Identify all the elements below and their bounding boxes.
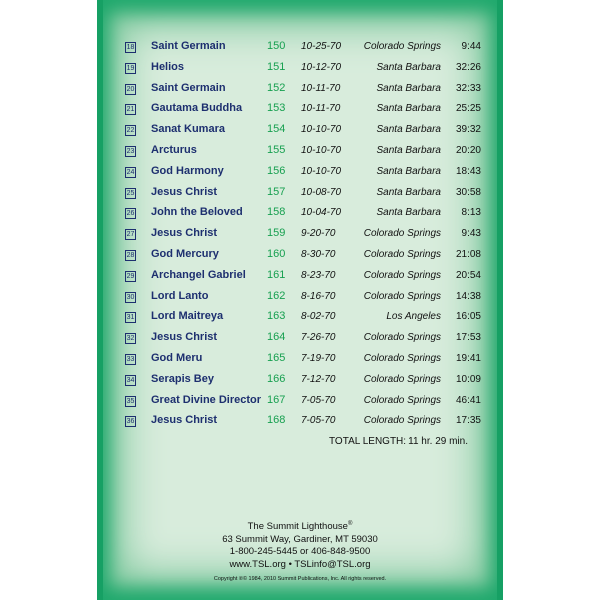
track-row: [125, 246, 481, 267]
track-title: Jesus Christ: [151, 414, 218, 427]
track-date: 7-05-70: [301, 415, 336, 427]
track-location: Colorado Springs: [363, 352, 441, 364]
track-row: [125, 308, 481, 329]
track-date: 10-11-70: [301, 82, 341, 94]
track-date: 7-19-70: [301, 352, 336, 364]
track-title: God Harmony: [151, 164, 224, 177]
track-date: 8-23-70: [301, 269, 336, 281]
track-row: [125, 142, 481, 163]
track-row: [125, 350, 481, 371]
track-number: 29: [126, 272, 135, 280]
track-title: God Meru: [151, 351, 203, 364]
track-date: 7-26-70: [301, 332, 336, 344]
track-number: 26: [126, 210, 135, 218]
track-duration: 25:25: [455, 103, 481, 115]
track-date: 10-04-70: [301, 207, 342, 219]
track-code: 156: [267, 164, 286, 177]
track-number: 31: [126, 314, 135, 322]
track-location: Santa Barbara: [376, 61, 441, 73]
publisher-info: [97, 518, 503, 583]
track-number: 30: [126, 293, 135, 301]
track-location: Colorado Springs: [363, 228, 441, 240]
track-row: [125, 412, 481, 433]
track-location: Santa Barbara: [376, 186, 441, 198]
track-code: 163: [267, 310, 286, 323]
track-title: Jesus Christ: [151, 185, 218, 198]
track-number: 19: [126, 64, 135, 72]
track-date: 10-10-70: [301, 165, 342, 177]
track-code: 160: [267, 247, 286, 260]
track-date: 7-05-70: [301, 394, 336, 406]
total-length-label: TOTAL LENGTH:: [329, 436, 407, 447]
track-code: 168: [267, 414, 286, 427]
track-row: [125, 204, 481, 225]
track-duration: 9:43: [461, 228, 481, 240]
track-number: 25: [126, 189, 135, 197]
track-title: Jesus Christ: [151, 331, 218, 344]
track-number: 20: [126, 85, 135, 93]
track-date: 10-11-70: [301, 103, 341, 115]
track-row: [125, 329, 481, 350]
track-row: [125, 100, 481, 121]
track-number: 27: [126, 231, 135, 239]
track-duration: 20:20: [455, 144, 481, 156]
track-number: 34: [126, 376, 135, 384]
track-row: [125, 59, 481, 80]
track-number: 18: [126, 44, 135, 51]
track-title: Saint Germain: [151, 40, 226, 52]
track-row: [125, 121, 481, 142]
track-code: 154: [267, 123, 286, 136]
publisher-address: 63 Summit Way, Gardiner, MT 59030: [222, 533, 378, 545]
track-duration: 30:58: [455, 186, 481, 198]
track-row: [125, 371, 481, 392]
track-code: 162: [267, 289, 286, 302]
track-duration: 32:33: [455, 82, 481, 94]
track-number: 28: [126, 251, 135, 259]
track-location: Colorado Springs: [363, 415, 441, 427]
track-location: Santa Barbara: [376, 103, 441, 115]
track-code: 157: [267, 185, 286, 198]
track-duration: 46:41: [455, 394, 481, 406]
track-title: Lord Maitreya: [151, 310, 224, 323]
track-location: Santa Barbara: [376, 82, 441, 94]
track-title: Helios: [151, 60, 185, 73]
track-duration: 39:32: [455, 124, 481, 136]
track-title: Jesus Christ: [151, 227, 218, 240]
track-location: Colorado Springs: [363, 41, 441, 52]
track-date: 10-10-70: [301, 144, 342, 156]
track-location: Colorado Springs: [363, 332, 441, 344]
track-title: Lord Lanto: [151, 289, 209, 302]
track-list: [125, 38, 481, 433]
track-duration: 14:38: [455, 290, 481, 302]
track-duration: 17:53: [455, 332, 481, 344]
track-location: Los Angeles: [386, 311, 441, 323]
track-duration: 16:05: [455, 311, 481, 323]
track-location: Colorado Springs: [363, 290, 441, 302]
track-date: 8-30-70: [301, 248, 336, 260]
track-code: 153: [267, 102, 286, 115]
track-location: Santa Barbara: [376, 165, 441, 177]
track-number: 33: [126, 355, 135, 363]
track-title: God Mercury: [151, 247, 219, 260]
track-row: [125, 288, 481, 309]
track-row: [125, 184, 481, 205]
track-title: Gautama Buddha: [151, 102, 243, 115]
track-row: [125, 80, 481, 101]
track-duration: 21:08: [455, 248, 481, 260]
track-date: 10-08-70: [301, 186, 342, 198]
track-location: Colorado Springs: [363, 248, 441, 260]
track-code: 150: [267, 40, 286, 52]
total-length: [97, 436, 503, 450]
track-location: Colorado Springs: [363, 394, 441, 406]
track-code: 151: [267, 60, 286, 73]
track-code: 166: [267, 372, 286, 385]
track-duration: 9:44: [461, 41, 481, 52]
track-title: John the Beloved: [151, 206, 243, 219]
publisher-phone: 1-800-245-5445 or 406-848-9500: [229, 546, 371, 558]
track-number: 35: [126, 397, 135, 405]
track-row: [125, 392, 481, 413]
track-row: [125, 38, 481, 59]
track-title: Serapis Bey: [151, 372, 214, 385]
track-location: Santa Barbara: [376, 207, 441, 219]
track-number: 32: [126, 335, 135, 343]
track-code: 167: [267, 393, 286, 406]
track-title: Archangel Gabriel: [151, 268, 246, 281]
track-date: 10-25-70: [301, 41, 342, 52]
publisher-name: [97, 518, 503, 534]
track-title: Saint Germain: [151, 81, 226, 94]
track-number: 36: [126, 418, 135, 426]
track-location: Santa Barbara: [376, 124, 441, 136]
track-row: [125, 267, 481, 288]
track-date: 8-02-70: [301, 311, 336, 323]
track-location: Colorado Springs: [363, 269, 441, 281]
track-code: 161: [267, 268, 286, 281]
album-back-cover: [97, 0, 503, 600]
track-number: 22: [126, 127, 135, 135]
track-title: Sanat Kumara: [151, 123, 225, 136]
track-date: 8-16-70: [301, 290, 336, 302]
track-location: Santa Barbara: [376, 144, 441, 156]
track-date: 9-20-70: [301, 228, 336, 240]
registered-mark: ®: [347, 521, 353, 527]
track-code: 158: [267, 206, 286, 219]
track-duration: 10:09: [455, 373, 481, 385]
track-date: 10-10-70: [301, 124, 342, 136]
track-code: 152: [267, 81, 286, 94]
track-duration: 20:54: [455, 269, 481, 281]
track-duration: 18:43: [455, 165, 481, 177]
publisher-web: www.TSL.org • TSLinfo@TSL.org: [229, 558, 371, 570]
track-code: 165: [267, 351, 286, 364]
track-row: [125, 225, 481, 246]
copyright-notice: Copyright ℗© 1984, 2010 Summit Publications, Inc. All rights reserved.: [213, 576, 387, 583]
track-code: 155: [267, 143, 286, 156]
track-number: 23: [126, 147, 135, 155]
track-duration: 19:41: [455, 352, 481, 364]
track-number: 24: [126, 168, 135, 176]
track-row: [125, 163, 481, 184]
track-duration: 32:26: [455, 61, 481, 73]
publisher-name-text: The Summit Lighthouse: [247, 521, 348, 533]
track-code: 159: [267, 227, 286, 240]
track-location: Colorado Springs: [363, 373, 441, 385]
track-date: 7-12-70: [301, 373, 336, 385]
track-title: Great Divine Director: [151, 393, 262, 406]
total-length-value: 11 hr. 29 min.: [408, 436, 468, 447]
track-number: 21: [126, 106, 135, 114]
track-title: Arcturus: [151, 143, 197, 156]
track-code: 164: [267, 331, 286, 344]
track-duration: 17:35: [455, 415, 481, 427]
track-date: 10-12-70: [301, 61, 342, 73]
track-duration: 8:13: [461, 207, 481, 219]
